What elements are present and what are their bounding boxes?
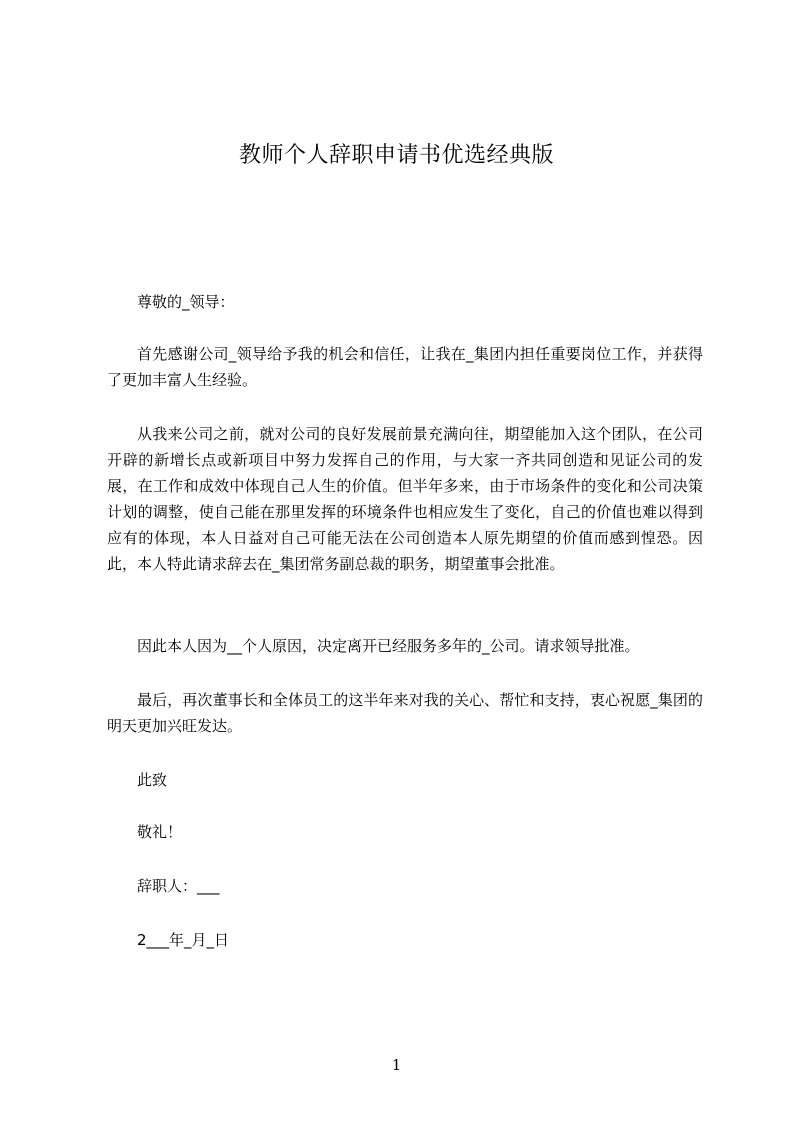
closing-respectfully: 此致 — [137, 771, 168, 789]
paragraph-reason: 从我来公司之前，就对公司的良好发展前景充满向往，期望能加入这个团队，在公司开辟的新增长点或新项目中努力发挥自己的作用，与大家一齐共同创造和见证公司的发展，在工作和成效中体现自己人生的价值。但半年多来，由于市场条件的变化和公司决策计划的调整，使自己能在那里发挥的环境条件也相应发生了变化，自己的价值也难以得到应有的体现，本人日益对自己可能无法在公司创造本人原先期望的价值而感到惶恐。因此，本人特此请求辞去在_集团常务副总裁的职务，期望董事会批准。 — [107, 425, 703, 573]
document-title: 教师个人辞职申请书优选经典版 — [238, 143, 554, 168]
closing-salute: 敬礼！ — [137, 823, 183, 841]
paragraph-wishes: 最后，再次董事长和全体员工的这半年来对我的关心、帮忙和支持，衷心祝愿_集团的明天更加兴旺发达。 — [107, 691, 703, 735]
signature-line: 辞职人：___ — [137, 877, 220, 895]
page-number: 1 — [391, 1056, 402, 1074]
paragraph-request: 因此本人因为__个人原因，决定离开已经服务多年的_公司。请求领导批准。 — [137, 637, 640, 655]
salutation: 尊敬的_领导： — [137, 293, 235, 311]
paragraph-thanks: 首先感谢公司_领导给予我的机会和信任，让我在_集团内担任重要岗位工作，并获得了更加丰富人生经验。 — [107, 345, 703, 389]
date-line: 2___年_月_日 — [137, 931, 230, 949]
